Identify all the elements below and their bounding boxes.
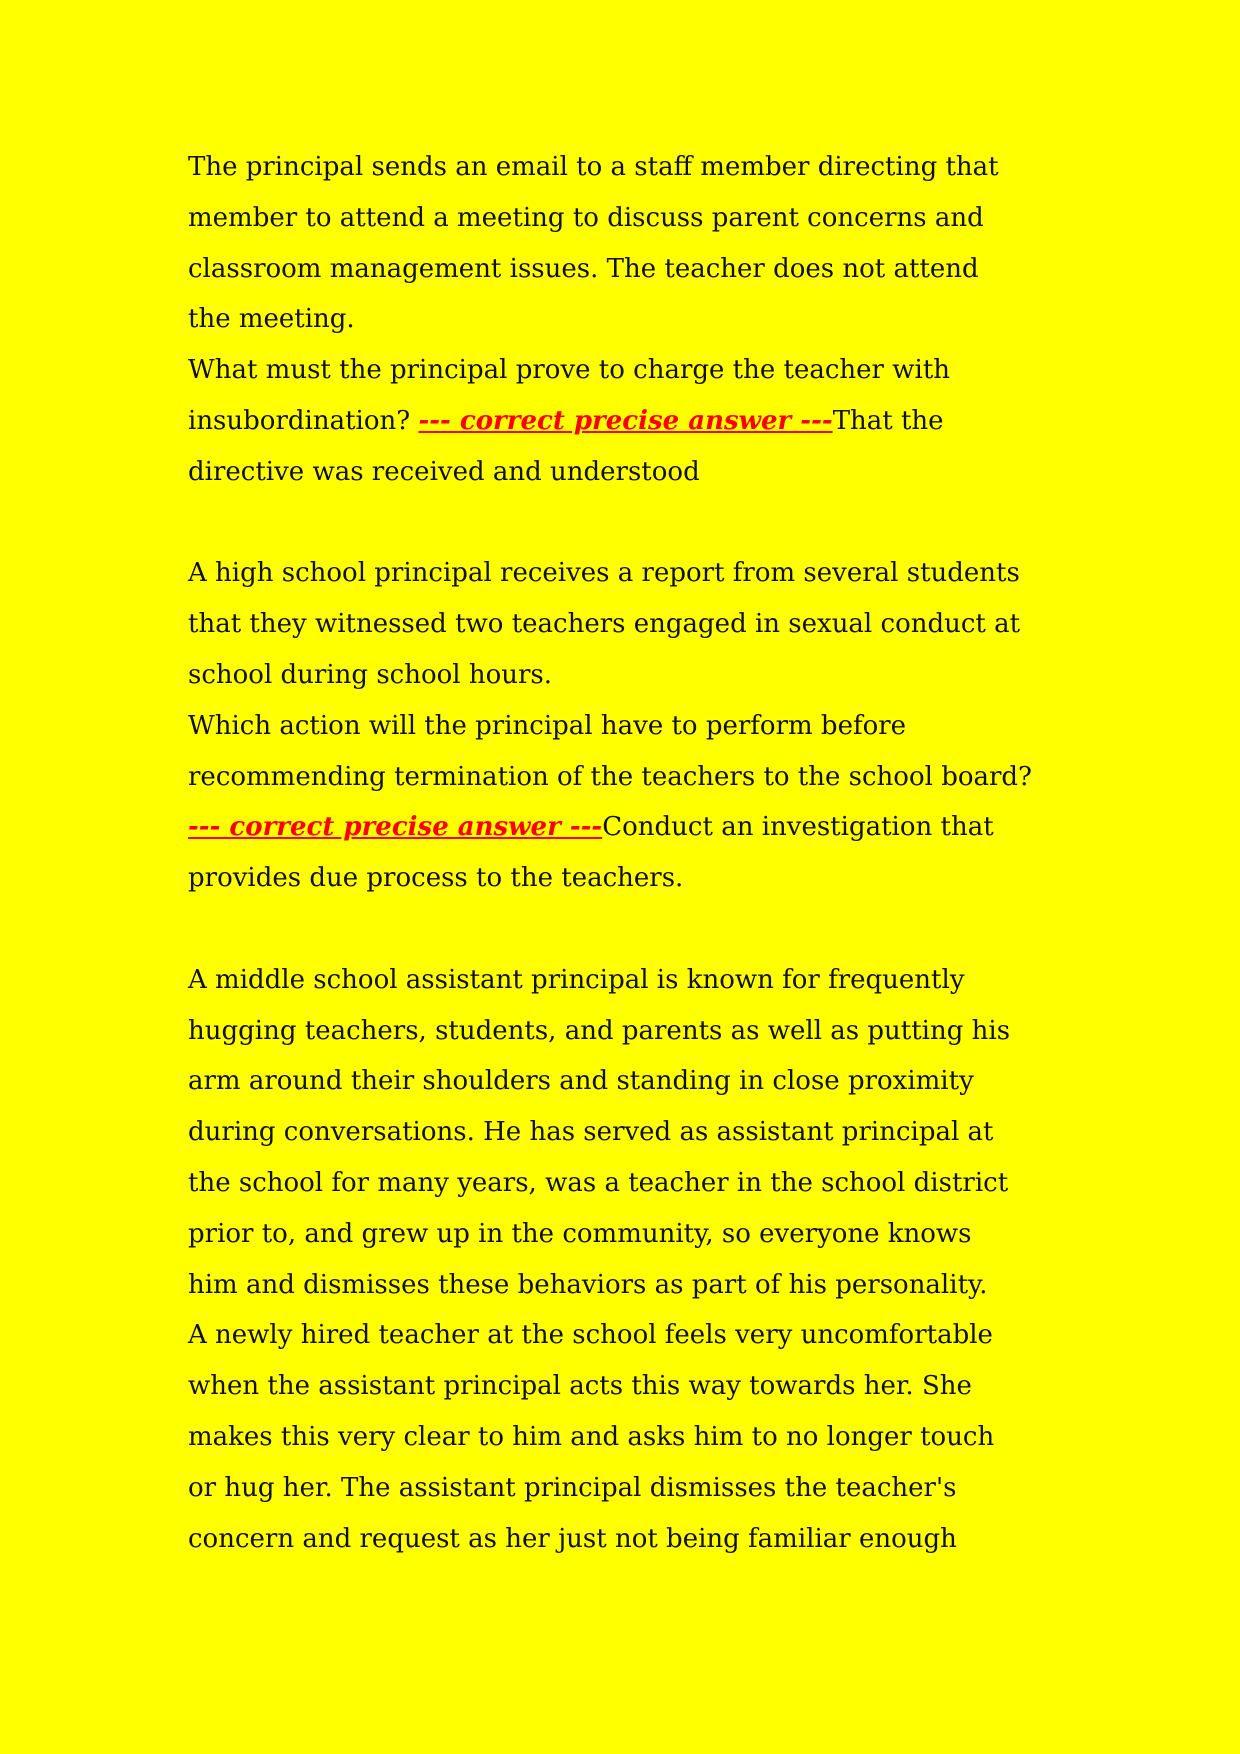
question-3: [188, 955, 1088, 1565]
q1-line-1: The principal sends an email to a staff member directing that: [188, 152, 999, 182]
q3-line-8: A newly hired teacher at the school feels very uncomfortable: [188, 1320, 993, 1351]
q3-line-12: concern and request as her just not being familiar enough: [188, 1523, 957, 1554]
q3-line-1: A middle school assistant principal is known for frequently: [188, 964, 965, 995]
q2-line-1: A high school principal receives a report from several students: [188, 558, 1020, 589]
q1-line-4: the meeting.: [188, 304, 355, 335]
q2-answer-tail: provides due process to the teachers.: [188, 863, 684, 894]
question-2: [188, 548, 1088, 904]
q3-line-10: makes this very clear to him and asks him to no longer touch: [188, 1421, 995, 1452]
q3-line-11: or hug her. The assistant principal dismisses the teacher's: [188, 1472, 957, 1503]
q2-line-2: that they witnessed two teachers engaged in sexual conduct at: [188, 609, 1021, 640]
question-1: [188, 142, 1088, 498]
q3-line-5: the school for many years, was a teacher in the school district: [188, 1167, 1009, 1198]
q1-answer-line: [188, 396, 1088, 447]
document-page: [188, 142, 1088, 1564]
q1-answer-start: That the: [832, 405, 944, 436]
q3-line-3: arm around their shoulders and standing in close proximity: [188, 1066, 974, 1097]
paragraph-gap: [188, 904, 1088, 955]
q1-answer-prefix: insubordination?: [188, 405, 419, 436]
q1-answer-tag: --- correct precise answer ---: [418, 405, 833, 436]
q1-line-2: member to attend a meeting to discuss parent concerns and: [188, 202, 984, 233]
q1-line-3: classroom management issues. The teacher does not attend: [188, 253, 979, 284]
q2-answer-start: Conduct an investigation that: [602, 812, 994, 843]
q3-line-7: him and dismisses these behaviors as part of his personality.: [188, 1269, 988, 1300]
q2-answer-line: [188, 802, 1088, 853]
paragraph-gap: [188, 498, 1088, 549]
q1-answer-tail: directive was received and understood: [188, 456, 700, 487]
q3-line-9: when the assistant principal acts this way towards her. She: [188, 1371, 972, 1402]
q3-line-6: prior to, and grew up in the community, so everyone knows: [188, 1218, 972, 1249]
q2-line-5: recommending termination of the teachers to the school board?: [188, 761, 1032, 792]
q2-answer-tag: --- correct precise answer ---: [188, 812, 603, 843]
q2-line-3: school during school hours.: [188, 659, 553, 690]
q1-line-5: What must the principal prove to charge the teacher with: [188, 355, 951, 386]
q2-line-4: Which action will the principal have to perform before: [188, 710, 907, 741]
q3-line-2: hugging teachers, students, and parents as well as putting his: [188, 1015, 1011, 1046]
q3-line-4: during conversations. He has served as assistant principal at: [188, 1117, 994, 1148]
